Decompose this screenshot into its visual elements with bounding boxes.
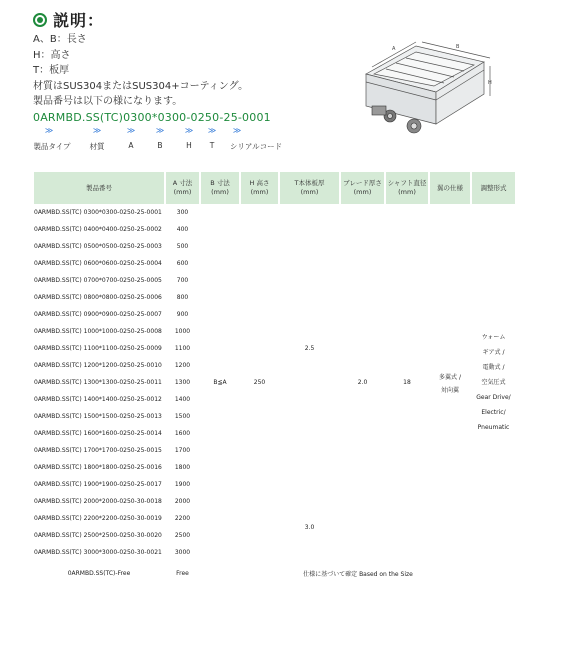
code-label: B [157,141,163,150]
double-chevron-down-icon: ≫ [92,126,102,135]
code-label: シリアルコード [229,142,283,151]
model-cell: 0ARMBD.SS(TC) 1700*1700-0250-25-0015 [34,447,162,454]
code-label: A [128,141,134,150]
description-line: A、B：長さ [33,34,87,45]
table-header-row [34,172,515,204]
a-cell: 400 [176,226,189,233]
model-cell-free: 0ARMBD.SS(TC)-Free [67,570,131,577]
model-cell: 0ARMBD.SS(TC) 1000*1000-0250-25-0008 [34,328,162,335]
diagram-label-h: H [488,80,492,86]
adjust-line: Pneumatic [477,424,510,431]
model-cell: 0ARMBD.SS(TC) 2000*2000-0250-30-0018 [34,498,162,505]
model-cell: 0ARMBD.SS(TC) 2200*2200-0250-30-0019 [34,515,162,522]
a-cell: 700 [176,277,189,284]
column-header-a: A 寸法 (mm) [166,172,199,204]
a-cell: 500 [176,243,189,250]
model-cell: 0ARMBD.SS(TC) 1300*1300-0250-25-0011 [34,379,162,386]
model-cell: 0ARMBD.SS(TC) 0300*0300-0250-25-0001 [34,209,162,216]
description-line: H：高さ [33,49,71,61]
double-chevron-down-icon: ≫ [207,126,217,135]
a-cell: 800 [176,294,189,301]
column-header-h: H 高さ (mm) [241,172,278,204]
model-cell: 0ARMBD.SS(TC) 0500*0500-0250-25-0003 [34,243,162,250]
code-label: H [186,141,192,150]
a-cell: 2000 [174,498,191,505]
description-line: 材質はSUS304またはSUS304+コーティング。 [33,80,249,92]
model-cell: 0ARMBD.SS(TC) 1500*1500-0250-25-0013 [34,413,162,420]
code-label: T [209,141,215,150]
damper-diagram [352,36,494,138]
h-height-cell: 250 [253,379,266,386]
a-cell: 1800 [174,464,191,471]
a-cell: 1300 [174,379,191,386]
a-cell: 600 [176,260,189,267]
model-cell: 0ARMBD.SS(TC) 1800*1800-0250-25-0016 [34,464,162,471]
adjust-line: ギア式 / [482,349,505,356]
a-cell: 1500 [174,413,191,420]
a-cell: 1000 [174,328,191,335]
product-code-example: 0ARMBD.SS(TC)0300*0300-0250-25-0001 [33,111,271,124]
model-cell: 0ARMBD.SS(TC) 0800*0800-0250-25-0006 [34,294,162,301]
model-cell: 0ARMBD.SS(TC) 0700*0700-0250-25-0005 [34,277,162,284]
column-header-b: B 寸法 (mm) [201,172,239,204]
a-cell: 1900 [174,481,191,488]
wing-line: 多翼式 / [439,373,461,381]
a-cell: 900 [176,311,189,318]
column-header-shaft: シャフト直径 (mm) [386,172,428,204]
diagram-label-a: A [392,46,396,52]
description-block [33,32,248,110]
a-cell: 2200 [174,515,191,522]
a-cell-free: Free [176,570,189,577]
description-line: 製品番号は以下の様になります。 [33,96,183,107]
wing-cell [430,204,470,561]
model-cell: 0ARMBD.SS(TC) 0400*0400-0250-25-0002 [34,226,162,233]
adjust-line: 電動式 / [482,364,505,371]
a-cell: 1600 [174,430,191,437]
model-cell: 0ARMBD.SS(TC) 0900*0900-0250-25-0007 [34,311,162,318]
table-row [34,204,515,221]
column-header-wing: 翼の仕様 [430,172,470,204]
adjust-line: Gear Drive/ [476,394,511,401]
table-row-free [34,561,515,582]
adjust-line: 空気圧式 [481,379,506,386]
a-cell: 1200 [174,362,191,369]
double-chevron-down-icon: ≫ [155,126,165,135]
free-note: 仕様に基づいて確定 Based on the Size [303,571,413,578]
code-labels [0,141,563,153]
model-cell: 0ARMBD.SS(TC) 1600*1600-0250-25-0014 [34,430,162,437]
model-cell: 0ARMBD.SS(TC) 1200*1200-0250-25-0010 [34,362,162,369]
code-label: 材質 [89,142,105,151]
double-chevron-down-icon: ≫ [126,126,136,135]
code-label: 製品タイプ [33,142,71,151]
a-cell: 1100 [174,345,191,352]
column-header-model: 製品番号 [34,172,164,204]
description-line: T：板厚 [33,65,70,76]
column-header-blade: ブレード厚さ (mm) [341,172,384,204]
bullet-icon [33,13,47,27]
t-thickness-cell: 2.5 [304,345,315,352]
a-cell: 2500 [174,532,191,539]
adjust-cell [472,204,515,561]
shaft-cell: 18 [403,379,411,386]
section-heading [33,8,104,31]
adjust-line: ウォーム [481,334,506,341]
a-cell: 1700 [174,447,191,454]
model-cell: 0ARMBD.SS(TC) 1900*1900-0250-25-0017 [34,481,162,488]
double-chevron-down-icon: ≫ [44,126,54,135]
b-dim-cell: B≦A [213,379,227,386]
section-title: 説明： [53,11,105,30]
blade-cell: 2.0 [357,379,368,386]
spec-table [32,172,517,582]
column-header-t: T本体板厚 (mm) [280,172,339,204]
model-cell: 0ARMBD.SS(TC) 0600*0600-0250-25-0004 [34,260,162,267]
wing-line: 対向翼 [440,386,459,394]
model-cell: 0ARMBD.SS(TC) 1100*1100-0250-25-0009 [34,345,162,352]
model-cell: 0ARMBD.SS(TC) 2500*2500-0250-30-0020 [34,532,162,539]
double-chevron-down-icon: ≫ [184,126,194,135]
t-thickness-cell: 3.0 [304,523,315,531]
diagram-label-b: B [456,44,460,50]
double-chevron-down-icon: ≫ [232,126,242,135]
adjust-line: Electric/ [481,409,506,416]
model-cell: 0ARMBD.SS(TC) 3000*3000-0250-30-0021 [34,549,162,556]
a-cell: 300 [176,209,189,216]
model-cell: 0ARMBD.SS(TC) 1400*1400-0250-25-0012 [34,396,162,403]
a-cell: 1400 [174,396,191,403]
a-cell: 3000 [174,549,191,556]
column-header-adjust: 調整形式 [472,172,515,204]
